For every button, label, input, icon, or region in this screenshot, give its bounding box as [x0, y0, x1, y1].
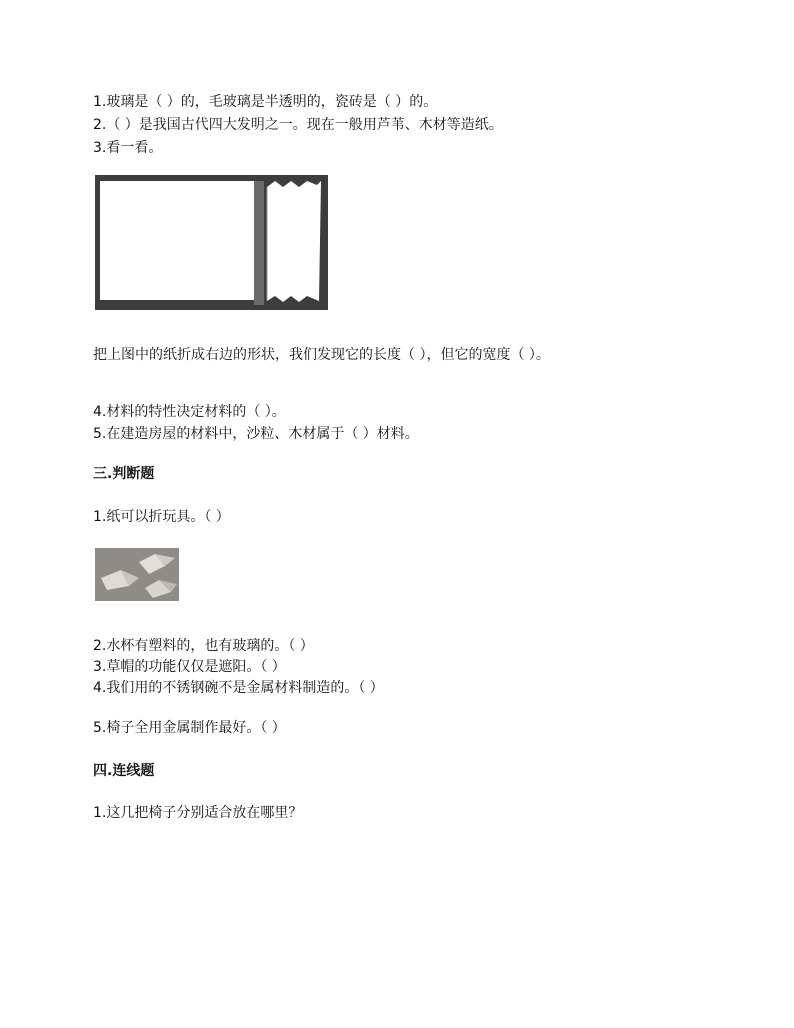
judge-q2: 2.水杯有塑料的，也有玻璃的。（ ）: [93, 638, 314, 654]
judge-q3: 3.草帽的功能仅仅是遮阳。（ ）: [93, 659, 286, 675]
q4-fill-in: 4.材料的特性决定材料的（ ）。: [93, 404, 286, 420]
q2-fill-in: 2.（ ）是我国古代四大发明之一。现在一般用芦苇、木材等造纸。: [93, 117, 503, 133]
paper-fold-figure: [95, 175, 328, 310]
section-heading-judge: 三.判断题: [93, 466, 155, 482]
origami-figure: [95, 548, 179, 601]
q1-fill-in: 1.玻璃是（ ）的，毛玻璃是半透明的，瓷砖是（ ）的。: [93, 94, 438, 110]
matching-q1: 1.这几把椅子分别适合放在哪里？: [93, 805, 303, 821]
q3-fill-in: 3.看一看。: [93, 140, 163, 156]
q5-fill-in: 5.在建造房屋的材料中，沙粒、木材属于（ ）材料。: [93, 426, 419, 442]
judge-q4: 4.我们用的不锈钢碗不是金属材料制造的。（ ）: [93, 680, 384, 696]
judge-q1: 1.纸可以折玩具。（ ）: [93, 509, 230, 525]
q3-caption: 把上图中的纸折成右边的形状，我们发现它的长度（ ），但它的宽度（ ）。: [93, 347, 550, 363]
section-heading-matching: 四.连线题: [93, 763, 155, 779]
judge-q5: 5.椅子全用金属制作最好。（ ）: [93, 720, 286, 736]
